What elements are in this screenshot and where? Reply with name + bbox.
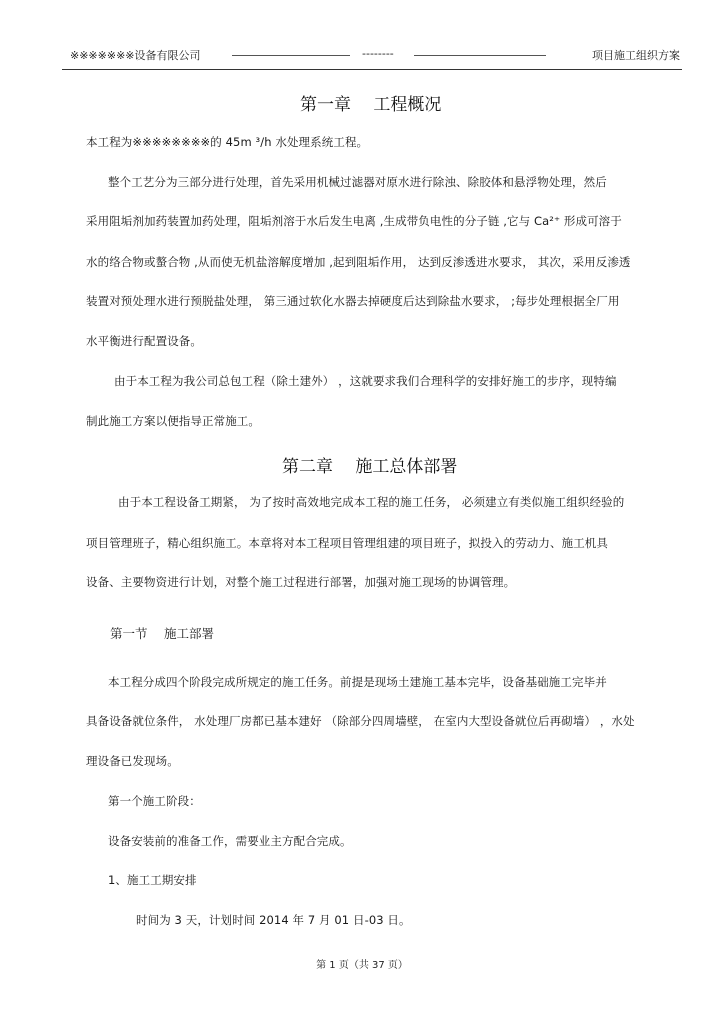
chapter1-line-7: 由于本工程为我公司总包工程（除土建外） ，这就要求我们合理科学的安排好施工的步序，现特编 xyxy=(114,374,617,388)
chapter1-line-4: 水的络合物或螯合物 ,从而使无机盐溶解度增加 ,起到阻垢作用， 达到反渗透进水要求， 其次，采用反渗透 xyxy=(86,255,631,269)
chapter1-line-8: 制此施工方案以便指导正常施工。 xyxy=(86,414,260,428)
header-separator: -------- xyxy=(362,47,394,60)
section1-line-5: 设备安装前的准备工作，需要业主方配合完成。 xyxy=(108,834,352,848)
section1-line-1: 本工程分成四个阶段完成所规定的施工任务。前提是现场土建施工基本完毕，设备基础施工完毕并 xyxy=(108,675,607,689)
chapter2-line-3: 设备、主要物资进行计划，对整个施工过程进行部署，加强对施工现场的协调管理。 xyxy=(86,575,516,589)
chapter2-line-1: 由于本工程设备工期紧， 为了按时高效地完成本工程的施工任务， 必须建立有类似施工组织经验的 xyxy=(118,495,625,509)
chapter1-line-2: 整个工艺分为三部分进行处理，首先采用机械过滤器对原水进行除浊、除胶体和悬浮物处理，然后 xyxy=(108,175,607,189)
page-number: 第 1 页（共 37 页） xyxy=(316,960,408,971)
section1-line-6: 1、施工工期安排 xyxy=(108,873,197,887)
chapter1-line-3: 采用阻垢剂加药装置加药处理，阻垢剂溶于水后发生电离 ,生成带负电性的分子链 ,它与 Ca²⁺ 形成可溶于 xyxy=(86,214,622,228)
header-company-name: ※※※※※※※设备有限公司 xyxy=(70,49,201,62)
chapter1-title: 第一章 工程概况 xyxy=(300,95,442,115)
chapter1-line-5: 装置对预处理水进行预脱盐处理， 第三通过软化水器去掉硬度后达到除盐水要求， ;每步处理根据全厂用 xyxy=(86,294,620,308)
header-underline xyxy=(62,69,682,70)
page-header xyxy=(70,47,680,65)
section1-line-2: 具备设备就位条件， 水处理厂房都已基本建好 （除部分四周墙壁， 在室内大型设备就位后再砌墙） ，水处 xyxy=(86,714,635,728)
section1-line-7: 时间为 3 天，计划时间 2014 年 7 月 01 日-03 日。 xyxy=(136,913,411,927)
chapter2-title: 第二章 施工总体部署 xyxy=(282,457,458,477)
chapter1-line-6: 水平衡进行配置设备。 xyxy=(86,334,202,348)
header-rule-right xyxy=(414,55,546,56)
header-rule-left xyxy=(232,55,350,56)
header-doc-title: 项目施工组织方案 xyxy=(592,49,680,62)
section1-line-4: 第一个施工阶段： xyxy=(108,794,201,808)
section1-title: 第一节 施工部署 xyxy=(110,626,214,641)
section1-line-3: 理设备已发现场。 xyxy=(86,754,179,768)
chapter2-line-2: 项目管理班子，精心组织施工。本章将对本工程项目管理组建的项目班子，拟投入的劳动力、施工机具 xyxy=(86,536,608,550)
chapter1-line-1: 本工程为※※※※※※※※的 45m ³/h 水处理系统工程。 xyxy=(86,135,369,149)
